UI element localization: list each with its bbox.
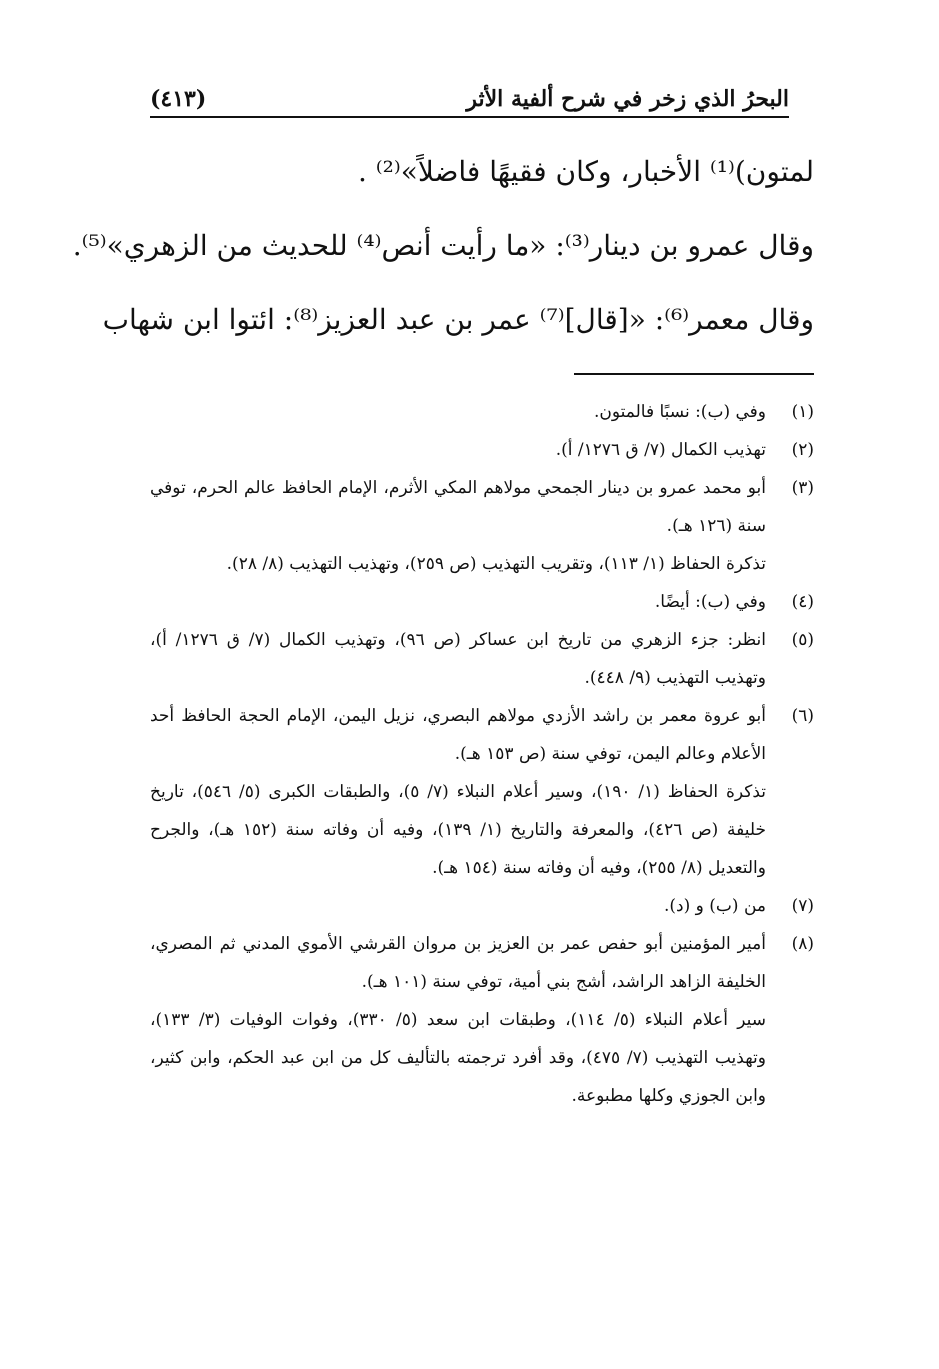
footnote-number: (٦) [791,706,814,726]
footnote-paragraph: تذكرة الحفاظ (١/ ١١٣)، وتقريب التهذيب (ص ٢٥٩)، وتهذيب التهذيب (٨/ ٢٨). [226,554,766,574]
footnote-text [150,887,766,925]
footnote [150,393,814,431]
footnote-number: (٣) [791,478,814,498]
book-title: البحرُ الذي زخر في شرح ألفية الأثر [466,86,789,112]
main-text-line: وقال معمر⁽⁶⁾: «[قال]⁽⁷⁾ عمر بن عبد العزيز⁽⁸⁾: ائتوا ابن شهاب [102,303,814,336]
footnote-paragraph: من (ب) و (د). [664,896,766,916]
footnote-number: (٤) [791,592,814,612]
footnote-text [150,583,766,621]
footnote-paragraph: سير أعلام النبلاء (٥/ ١١٤)، وطبقات ابن سعد (٥/ ٣٣٠)، وفوات الوفيات (٣/ ١٣٣)، وتهذيب التهذيب (٧/ ٤٧٥)، وقد أفرد ترجمته بالتأليف كل من ابن عبد الحكم، وابن كثير، وابن الجوزي وكلها مطبوعة. [150,1010,766,1106]
footnotes [150,393,814,1115]
footnote-paragraph: تذكرة الحفاظ (١/ ١٩٠)، وسير أعلام النبلاء (٧/ ٥)، والطبقات الكبرى (٥/ ٥٤٦)، تاريخ خليفة (ص ٤٢٦)، والمعرفة والتاريخ (١/ ١٣٩)، وفيه أن وفاته سنة (١٥٢ هـ)، والجرح والتعديل (٨/ ٢٥٥)، وفيه أن وفاته سنة (١٥٤ هـ). [150,782,766,878]
footnote [150,925,814,1115]
footnote [150,431,814,469]
main-text [72,135,814,357]
footnote-paragraph: تهذيب الكمال (٧/ ق ١٢٧٦/ أ). [555,440,766,460]
footnote-text [150,469,766,583]
footnote-number: (١) [791,402,814,422]
footnote [150,621,814,697]
footnote-text [150,621,766,697]
footnote-paragraph: أبو محمد عمرو بن دينار الجمحي مولاهم المكي الأثرم، الإمام الحافظ عالم الحرم، توفي سنة (١٢٦ هـ). [150,478,766,536]
running-header [150,82,789,118]
footnote-text [150,925,766,1115]
footnote-separator [574,373,814,375]
footnote [150,697,814,887]
footnote-text [150,697,766,887]
footnote-number: (٥) [791,630,814,650]
footnote-number: (٧) [791,896,814,916]
footnote [150,887,814,925]
main-text-line: وقال عمرو بن دينار⁽³⁾: «ما رأيت أنص⁽⁴⁾ للحديث من الزهري»⁽⁵⁾. [72,229,814,262]
footnote-paragraph: أمير المؤمنين أبو حفص عمر بن العزيز بن مروان القرشي الأموي المدني ثم المصري، الخليفة الزاهد الراشد، أشج بني أمية، توفي سنة (١٠١ هـ). [150,934,766,992]
main-text-line: لمتون)⁽¹⁾ الأخبار، وكان فقيهًا فاضلاً»⁽²⁾ . [357,155,814,188]
footnote-number: (٨) [791,934,814,954]
footnote-paragraph: وفي (ب): أيضًا. [654,592,766,612]
page-number: (٤١٣) [150,86,207,112]
footnote-number: (٢) [791,440,814,460]
footnote-paragraph: وفي (ب): نسبًا فالمتون. [593,402,766,422]
footnote-text [150,431,766,469]
footnote-paragraph: أبو عروة معمر بن راشد الأزدي مولاهم البصري، نزيل اليمن، الإمام الحجة الحافظ أحد الأعلام وعالم اليمن، توفي سنة (ص ١٥٣ هـ). [150,706,766,764]
footnote [150,583,814,621]
footnote-paragraph: انظر: جزء الزهري من تاريخ ابن عساكر (ص ٩٦)، وتهذيب الكمال (٧/ ق ١٢٧٦/ أ)، وتهذيب التهذيب (٩/ ٤٤٨). [150,630,766,688]
footnote-text [150,393,766,431]
footnote [150,469,814,583]
